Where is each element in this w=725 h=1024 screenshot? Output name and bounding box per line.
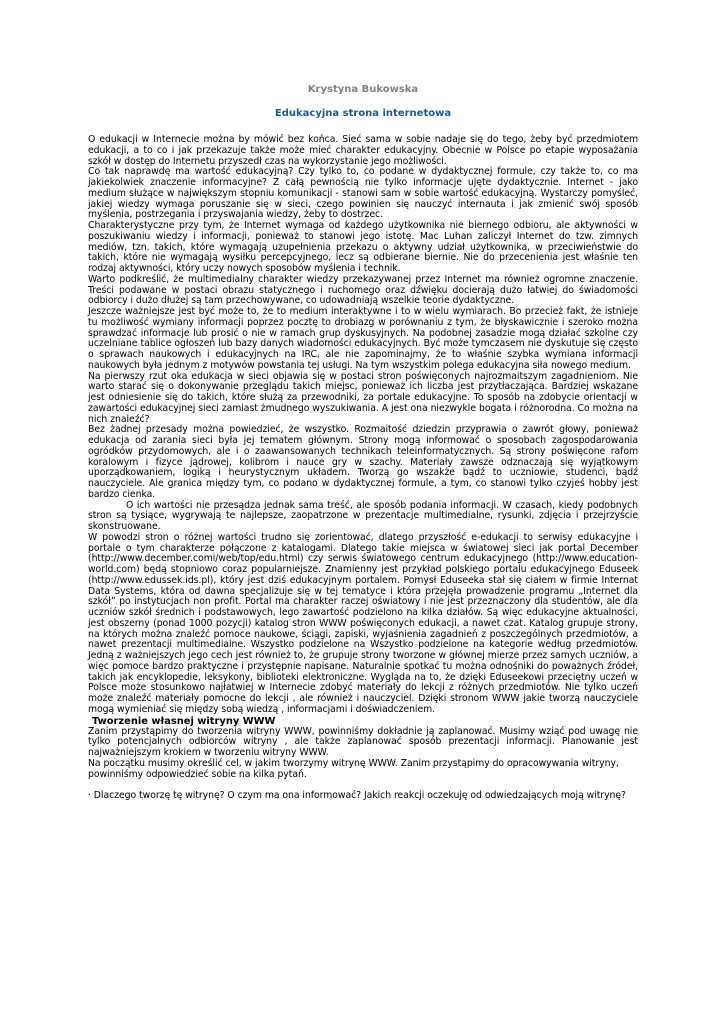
document-author: Krystyna Bukowska bbox=[307, 84, 419, 95]
paragraph: Charakterystyczne przy tym, że Internet wymaga od każdego użytkownika nie biernego odbioru, ale aktywności w poszukiwaniu wiedzy i informacji, ponieważ to stanowi jego istotę. Mac Luhan zaliczył Internet do tzw. zimnych mediów, tzn. takich, które wymagają uzupełnienia przekazu o aktywny udział użytkownika, w przeciwieństwie do takich, które nie wymagają wysiłku percepcyjnego, lecz są odbierane biernie. Nie do przecenienia jest właśnie ten rodzaj aktywności, który uczy nowych sposobów myślenia i technik. bbox=[88, 220, 638, 274]
section-heading: Tworzenie własnej witryny WWW bbox=[92, 715, 276, 727]
paragraph: O edukacji w Internecie można by mówić bez końca. Sieć sama w sobie nadaje się do tego, żeby być przedmiotem edukacji, a to co i jak przekazuje także może mieć charakter edukacyjny. Obecnie w Polsce po etapie wyposażania szkół w dostęp do Internetu przyszedł czas na wykorzystanie jego możliwości. bbox=[88, 134, 638, 167]
bullet-item: · Dlaczego tworzę tę witrynę? O czym ma ona informować? Jakich reakcji oczekuję od odwiedzających moją witrynę? bbox=[88, 790, 626, 802]
paragraph: O ich wartości nie przesądza jednak sama treść, ale sposób podania informacji. W czasach, kiedy podobnych stron są tysiące, wygrywają te najlepsze, zaopatrzone w prezentacje multimedialne, rysunki, zdjęcia i przejrzyście skonstruowane. bbox=[88, 499, 638, 532]
paragraph: Na pierwszy rzut oka edukacja w sieci objawia się w postaci stron poświęconych najrozmaitszym zagadnieniom. Nie warto starać się o dokonywanie przeglądu takich miejsc, ponieważ ich liczba jest przytłaczająca. Bardziej wskazane jest odniesienie się do takich, które służą za przewodniki, za portale edukacyjne. To sposób na zdobycie orientacji w zawartości edukacyjnej sieci zamiast żmudnego wyszukiwania. A jest ona niezwykle bogata i różnorodna. Co można na nich znaleźć? bbox=[88, 370, 638, 425]
document-title: Edukacyjna strona internetowa bbox=[274, 108, 452, 119]
document-page bbox=[88, 84, 638, 802]
paragraph: W powodzi stron o różnej wartości trudno się zorientować, dlatego przyszłość e-edukacji to serwisy edukacyjne i portale o tym charakterze połączone z katalogami. Dlatego takie miejsca w światowej sieci jak portal December (http://www.december.comi/web/top/edu.html) czy serwis światowego centrum edukacyjnego (http://www.education-world.com) będą stopniowo coraz popularniejsze. Znamienny jest przykład polskiego portalu edukacyjnego Eduseek (http://www.edussek.ids.pl), który jest dziś edukacyjnym portalem. Pomysł Eduseeka stał się ciałem w firmie Internat Data Systems, która od dawna specjalizuje się w tej tematyce i która przejęła prowadzenie programu „Internet dla szkół” po instytucjach non profit. Portal ma charakter raczej oświatowy i nie jest przeznaczony dla studentów, ale dla uczniów szkół średnich i podstawowych, lego zawartość podzielono na kilka działów. Są więc edukacyjne aktualności, jest obszerny (ponad 1000 pozycji) katalog stron WWW poświęconych edukacji, a nawet czat. Katalog grupuje strony, na których można znaleźć pomoce naukowe, ściągi, zapiski, wyjaśnienia zagadnień z poszczególnych przedmiotów, a nawet prezentacji multimedialne. Wszystko podzielone na Wszystko podzielone na kategorie według przedmiotów. Jedną z ważniejszych jego cech jest również to, że grupuje strony tworzone w głównej mierze przez samych uczniów, a więc pomoce bardzo praktyczne i przystępnie napisane. Naturalnie spotkać tu można odnośniki do poważnych źródeł, takich jak encyklopedie, leksykony, biblioteki elektroniczne. Wygląda na to, że dzięki Eduseekowi przeciętny uczeń w Polsce może stosunkowo najłatwiej w Internecie zdobyć materiały do lekcji z różnych przedmiotów. Nie tylko uczeń może znaleźć materiały pomocne do lekcji , ale również i nauczyciel. Dzięki stronom WWW jakie tworzą nauczyciele mogą wymieniać się między sobą wiedzą , informacjami i doświadczeniem. bbox=[88, 531, 638, 715]
paragraph: Na początku musimy określić cel, w jakim tworzymy witrynę WWW. Zanim przystąpimy do opracowywania witryny, powinniśmy odpowiedzieć sobie na kilka pytań. bbox=[88, 757, 619, 780]
paragraph: Jeszcze ważniejsze jest być może to, że to medium interaktywne i to w wielu wymiarach. Bo przecież fakt, że istnieje tu możliwość wymiany informacji poprzez pocztę to drobiazg w porównaniu z tym, że błyskawicznie i szeroko można sprawdzać informacje lub prosić o nie w ramach grup dyskusyjnych. Na podobnej zasadzie mogą działać szkolne czy uczelniane tablice ogłoszeń lub bazy danych wiadomości edukacyjnych. Być może tymczasem nie dyskutuje się często o sprawach naukowych i edukacyjnych na IRC, ale nie zapominajmy, że to właśnie szybka wymiana informacji naukowych była jednym z motywów powstania tej usługi. Na tym wszystkim polega edukacyjna siła nowego medium. bbox=[88, 306, 638, 371]
paragraph: Co tak naprawdę ma wartość edukacyjną? Czy tylko to, co podane w dydaktycznej formule, czy także to, co ma jakiekolwiek znaczenie informacyjne? Z całą pewnością nie tylko informacje ujęte dydaktycznie. Internet - jako medium służące w największym stopniu komunikacji - stanowi sam w sobie wartość edukacyjną. Wystarczy pomyśleć, jakiej wiedzy wymaga poruszanie się w sieci, czego powinien się nauczyć internauta i jak zmienić swój sposób myślenia, postrzegania i przyswajania wiedzy, żeby to dostrzec. bbox=[88, 166, 638, 221]
paragraph: Zanim przystąpimy do tworzenia witryny WWW, powinniśmy dokładnie ją zaplanować. Musimy wziąć pod uwagę nie tylko potencjalnych odbiorców witryny , ale także zaplanować sposób prezentacji informacji. Planowanie jest najważniejszym krokiem w tworzeniu witryny WWW. bbox=[88, 725, 638, 758]
paragraph: Warto podkreślić, że multimedialny charakter wiedzy przekazywanej przez Internet ma również ogromne znaczenie. Treści podawane w postaci obrazu statycznego i ruchomego oraz dźwięku docierają dużo łatwiej do świadomości odbiorcy i dużo dłużej są tam przechowywane, co udowadniają wszelkie teorie dydaktyczne. bbox=[88, 273, 638, 307]
document-body bbox=[88, 135, 638, 802]
paragraph: Bez żadnej przesady można powiedzieć, że wszystko. Rozmaitość dziedzin przyprawia o zawrót głowy, ponieważ edukacja od zarania sieci była jej tematem głównym. Strony mogą informować o sposobach zagospodarowania ogródków przydomowych, ale i o zaawansowanych technikach teleinformatycznych. Są strony poświęcone rafom koralowym i fizyce jądrowej, kolibrom i nauce gry w szachy. Materiały zawsze odznaczają się wyjątkowym uporządkowaniem, logiką i heurystycznym układem. Tworzą go wszakże bądź to uczniowie, studenci, bądź nauczyciele. Ale granica między tym, co podano w dydaktycznej formule, a tym, co stanowi tylko czyjeś hobby jest bardzo cienka. bbox=[88, 424, 638, 500]
